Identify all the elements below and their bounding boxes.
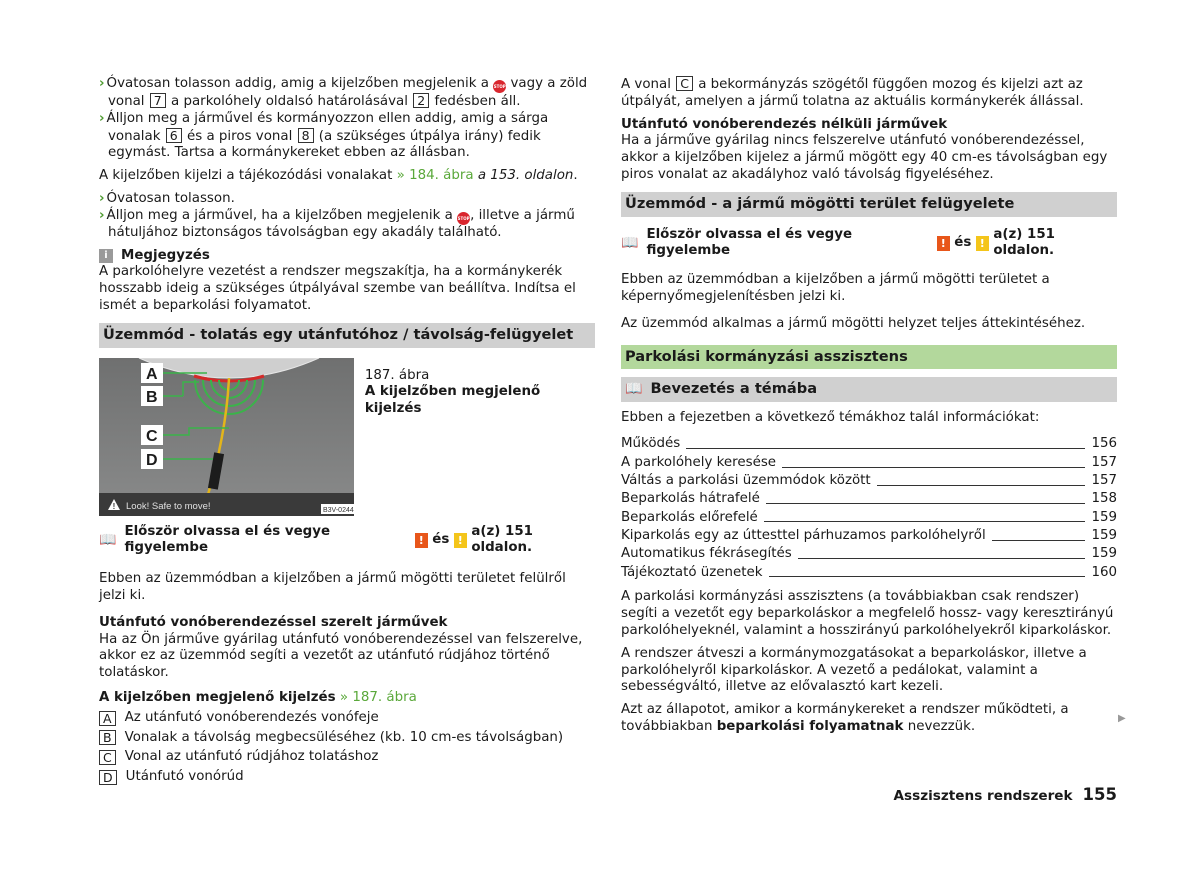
figure-number: 187. ábra — [364, 367, 430, 383]
figure-caption — [365, 358, 595, 516]
ref-box-c: C — [676, 76, 693, 91]
legend-heading: A kijelzőben megjelenő kijelzés » 187. ábra — [99, 689, 417, 705]
figure-warning-text: Look! Safe to move! — [126, 500, 211, 512]
towbar-description: Ha az Ön járműve gyárilag utánfutó vonóberendezéssel van felszerelve, akkor ez az üzemmód segíti a vezetőt az utánfutó rúdjához történő tolatáskor. — [99, 631, 583, 681]
info-icon: i — [99, 249, 113, 263]
orientation-paragraph: A kijelzőben kijelzi a tájékozódási vonalakat » 184. ábra a 153. oldalon. — [99, 168, 578, 184]
note-text: A parkolóhelyre vezetést a rendszer megszakítja, ha a kormánykerék hosszabb ideig a szükséges útpályával szembe van beállítva. Indítsa el ismét a beparkolási folyamatot. — [99, 264, 576, 313]
book-icon: 📖 — [625, 381, 643, 398]
toc-item[interactable]: Kiparkolás egy az úttesttel párhuzamos parkolóhelyről 159 — [621, 527, 1117, 543]
camera-view-illustration — [99, 358, 354, 516]
section-heading-introduction: 📖 Bevezetés a témába — [621, 377, 1117, 402]
subheading-with-towbar: Utánfutó vonóberendezéssel szerelt járművek — [99, 614, 448, 630]
step-arrow-icon: › — [99, 207, 105, 223]
figure-label-b: B — [146, 388, 158, 406]
chapter-name: Asszisztens rendszerek — [893, 788, 1073, 804]
section-heading-trailer-mode: Üzemmód - tolatás egy utánfutóhoz / távolság-felügyelet — [99, 323, 595, 348]
section-heading-rear-area: Üzemmód - a jármű mögötti terület felügyelete — [621, 192, 1117, 217]
toc-intro: Ebben a fejezetben a következő témákhoz talál információkat: — [621, 410, 1040, 426]
read-first-notice: 📖 Először olvassa el és vegye figyelembe ! és ! a(z) 151 oldalon. — [99, 524, 595, 558]
system-description: A parkolási kormányzási asszisztens (a továbbiakban csak rendszer) segíti a vezetőt egy beparkoláskor a megfelelő hossz- vagy keresztirányú parkolóhelyeknél, valamint a hosszirányú parkolóhelyekről kiparkoláskor. — [621, 589, 1114, 638]
read-first-notice-2: 📖 Először olvassa el és vegye figyelembe ! és ! a(z) 151 oldalon. — [621, 227, 1117, 261]
note-header: i Megjegyzés — [99, 248, 595, 265]
toc-item[interactable]: Váltás a parkolási üzemmódok között 157 — [621, 473, 1117, 489]
warning-yellow-icon: ! — [454, 533, 467, 548]
step-2: › Álljon meg a járművel és kormányozzon ellen addig, amig a sárga vonalak 6 és a piros vonal 8 (a szükséges útpálya irány) fedik egymást. Tartsa a kormánykereket ebben az állásban. — [99, 110, 549, 161]
figure-184-link[interactable]: » 184. ábra — [396, 168, 474, 184]
continue-arrow-icon: ▶ — [1118, 713, 1126, 724]
warning-red-icon: ! — [937, 236, 950, 251]
figure-code: B3V-0244 — [323, 506, 354, 514]
step-3: › Óvatosan tolasson. — [99, 190, 235, 206]
toc-item[interactable]: A parkolóhely keresése 157 — [621, 454, 1117, 470]
left-column — [99, 76, 595, 789]
ref-box-7: 7 — [150, 93, 166, 108]
toc-item[interactable]: Beparkolás hátrafelé 158 — [621, 491, 1117, 507]
subheading-without-towbar: Utánfutó vonóberendezés nélküli járművek — [621, 116, 948, 132]
line-c-description: A vonal C a bekormányzás szögétől függően mozog és kijelzi azt az útpályát, amelyen a jármű tolatna az aktuális kormánykerék állással. — [621, 76, 1084, 109]
chapter-heading-parking-assistant: Parkolási kormányzási asszisztens — [621, 345, 1117, 370]
book-icon: 📖 — [621, 234, 639, 251]
rear-area-purpose: Az üzemmód alkalmas a jármű mögötti helyzet teljes áttekintéséhez. — [621, 315, 1086, 331]
ref-box-8: 8 — [298, 128, 314, 143]
legend-item-b: B Vonalak a távolság megbecsüléséhez (kb. 10 cm-es távolságban) — [99, 730, 595, 747]
figure-187-link[interactable]: » 187. ábra — [339, 689, 417, 705]
ref-box-6: 6 — [166, 128, 182, 143]
toc-item[interactable]: Működés 156 — [621, 436, 1117, 452]
page-number: 155 — [1082, 785, 1117, 804]
stop-sign-icon: STOP — [457, 212, 470, 225]
table-of-contents — [621, 435, 1117, 581]
parking-process-definition: Azt az állapotot, amikor a kormánykereket a rendszer működteti, a továbbiakban beparkolási folyamatnak nevezzük. — [621, 702, 1069, 734]
figure-label-a: A — [146, 365, 158, 383]
right-column — [621, 76, 1117, 742]
figure-title: A kijelzőben megjelenő kijelzés — [364, 384, 541, 417]
page-footer — [894, 787, 1117, 805]
figure-label-c: C — [146, 427, 158, 445]
stop-sign-icon: STOP — [493, 80, 506, 93]
toc-item[interactable]: Beparkolás előrefelé 159 — [621, 509, 1117, 525]
rear-camera-display-image — [99, 358, 354, 516]
legend-item-c: C Vonal az utánfutó rúdjához tolatáshoz — [99, 749, 595, 766]
step-arrow-icon: › — [99, 190, 105, 206]
book-icon: 📖 — [99, 531, 117, 548]
toc-item[interactable]: Tájékoztató üzenetek 160 — [621, 564, 1117, 580]
figure-187 — [99, 358, 595, 516]
page-reference-link-2[interactable]: a(z) 151 oldalon. — [993, 226, 1055, 259]
warning-red-icon: ! — [415, 533, 428, 548]
system-takeover-description: A rendszer átveszi a kormánymozgatásokat a beparkoláskor, illetve a parkolóhelyről kiparkoláskor. A vezető a pedálokat, valamint a sebességváltó, illetve az elővalasztó kart kezeli. — [621, 645, 1087, 695]
ref-box-2: 2 — [413, 93, 429, 108]
without-towbar-description: Ha a járműve gyárilag nincs felszerelve utánfutó vonóberendezéssel, akkor a kijelzőben kijelez a jármű mögött egy 40 cm-es távolságban egy piros vonalat az akadályhoz való távolság figyeléséhez. — [621, 133, 1108, 182]
legend-item-d: D Utánfutó vonórúd — [99, 769, 595, 786]
svg-text:!: ! — [112, 501, 116, 511]
rear-area-description: Ebben az üzemmódban a kijelzőben a jármű mögötti területet a képernyőmegjelenítésben jelzi ki. — [621, 272, 1050, 304]
mode-description: Ebben az üzemmódban a kijelzőben a jármű mögötti területet felülről jelzi ki. — [99, 571, 566, 603]
step-4: › Álljon meg a járművel, ha a kijelzőben megjelenik a STOP, illetve a jármű hátuljához biztonságos távolságban egy akadály található. — [99, 207, 575, 240]
page-reference-link[interactable]: a(z) 151 oldalon. — [471, 523, 533, 556]
legend-item-a: A Az utánfutó vonóberendezés vonófeje — [99, 710, 595, 727]
toc-item[interactable]: Automatikus fékrásegítés 159 — [621, 546, 1117, 562]
step-arrow-icon: › — [99, 76, 105, 91]
warning-yellow-icon: ! — [976, 236, 989, 251]
step-arrow-icon: › — [99, 110, 105, 126]
step-1: › Óvatosan tolasson addig, amig a kijelzőben megjelenik a STOP vagy a zöld vonal 7 a parkolóhely oldalsó határolásával 2 fedésben áll. — [99, 76, 588, 109]
figure-label-d: D — [146, 451, 158, 469]
